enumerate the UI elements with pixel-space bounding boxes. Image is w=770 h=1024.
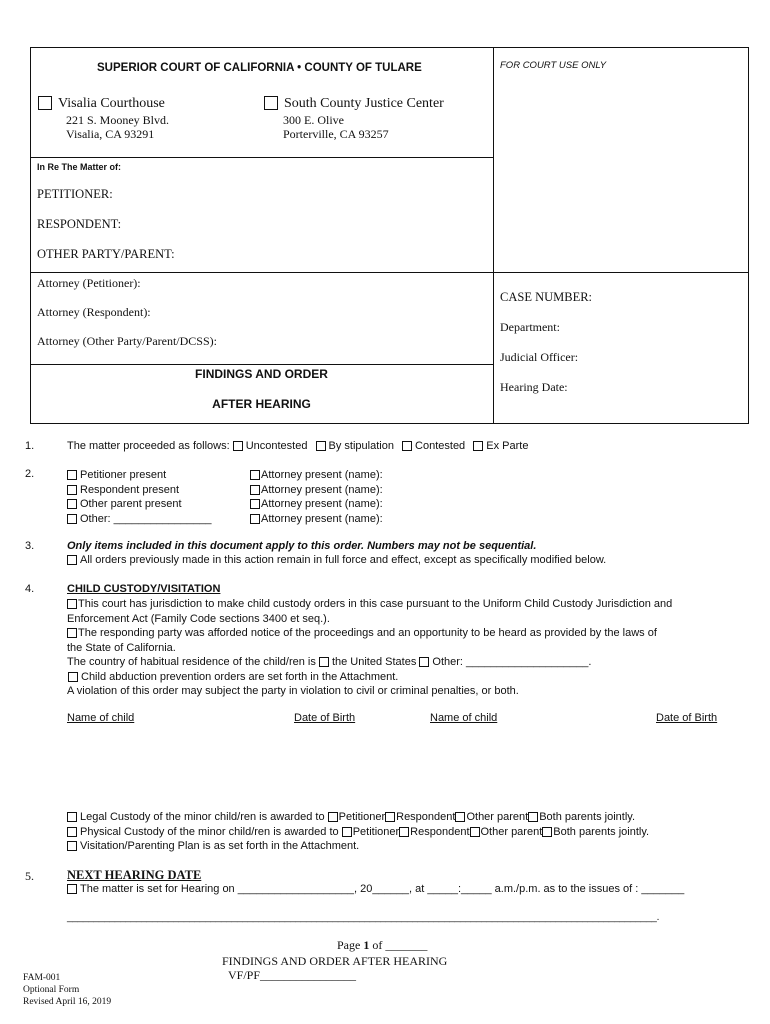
abduction-checkbox[interactable] [68, 672, 78, 682]
next-hearing-heading: NEXT HEARING DATE [67, 868, 202, 882]
item-1-number: 1. [25, 440, 35, 452]
attorney-other-label: Attorney (Other Party/Parent/DCSS): [37, 334, 217, 348]
attorney-present-checkbox[interactable] [250, 514, 260, 524]
visalia-option[interactable]: Visalia Courthouse [38, 96, 165, 112]
other-parent-present-checkbox[interactable] [67, 499, 77, 509]
form-title-line2: AFTER HEARING [212, 397, 311, 411]
item-3-heading: Only items included in this document apply to this order. Numbers may not be sequential. [67, 540, 537, 552]
judicial-officer-label: Judicial Officer: [500, 350, 579, 364]
petitioner-present-checkbox[interactable] [67, 470, 77, 480]
attorney-petitioner-label: Attorney (Petitioner): [37, 276, 141, 290]
item-4-number: 4. [25, 583, 35, 595]
column-name-of-child-1: Name of child [67, 712, 135, 724]
physical-petitioner-checkbox[interactable] [342, 827, 352, 837]
footer-vfpf: VF/PF________________ [228, 968, 357, 982]
custody-heading: CHILD CUSTODY/VISITATION [67, 583, 221, 595]
physical-custody-row: Physical Custody of the minor child/ren is awarded to Petitioner Respondent Other parent Both parents jointly. [67, 825, 649, 840]
other-party-label: OTHER PARTY/PARENT: [37, 247, 175, 261]
legal-both-parents-checkbox[interactable] [528, 812, 538, 822]
physical-other-parent-checkbox[interactable] [470, 827, 480, 837]
united-states-checkbox[interactable] [319, 657, 329, 667]
issues-line: _______________________________________________________________________________________________________________. [67, 912, 660, 923]
hearing-date-label: Hearing Date: [500, 380, 568, 394]
court-title: SUPERIOR COURT OF CALIFORNIA • COUNTY OF TULARE [97, 62, 422, 74]
form-id-block [23, 972, 111, 1008]
attorney-present-item: Attorney present (name): [250, 483, 383, 498]
attendance-item: Petitioner present [67, 468, 212, 483]
other-country-checkbox[interactable] [419, 657, 429, 667]
contested-checkbox[interactable] [402, 441, 412, 451]
item-2-number: 2. [25, 468, 35, 480]
ex-parte-checkbox[interactable] [473, 441, 483, 451]
attorney-respondent-label: Attorney (Respondent): [37, 305, 151, 319]
court-use-label: FOR COURT USE ONLY [500, 60, 607, 71]
next-hearing-row: The matter is set for Hearing on ___________________, 20______, at _____:_____ a.m./p.m. as to the issues of : _______ [67, 883, 684, 895]
custody-award-block [67, 810, 649, 854]
attorney-present-item: Attorney present (name): [250, 468, 383, 483]
legal-other-parent-checkbox[interactable] [455, 812, 465, 822]
attendance-left-list [67, 468, 212, 526]
revised-date: Revised April 16, 2019 [23, 997, 112, 1007]
attorney-present-checkbox[interactable] [250, 470, 260, 480]
attendance-item: Respondent present [67, 483, 212, 498]
optional-form: Optional Form [23, 985, 80, 995]
attorney-present-item: Attorney present (name): [250, 512, 383, 527]
visalia-checkbox[interactable] [38, 96, 52, 110]
column-name-of-child-2: Name of child [430, 712, 498, 724]
legal-petitioner-checkbox[interactable] [328, 812, 338, 822]
legal-custody-row: Legal Custody of the minor child/ren is awarded to Petitioner Respondent Other parent Both parents jointly. [67, 810, 649, 825]
south-county-checkbox[interactable] [264, 96, 278, 110]
respondent-label: RESPONDENT: [37, 217, 122, 231]
page-indicator: Page 1 of _______ [337, 938, 428, 952]
form-title-line1: FINDINGS AND ORDER [195, 367, 328, 381]
item-3-row: All orders previously made in this action remain in full force and effect, except as specifically modified below. [67, 554, 606, 566]
visalia-address: 221 S. Mooney Blvd. Visalia, CA 93291 [66, 113, 170, 141]
attendance-item: Other: ________________ [67, 512, 212, 527]
parenting-plan-row: Visitation/Parenting Plan is as set forth in the Attachment. [67, 839, 649, 854]
stipulation-checkbox[interactable] [316, 441, 326, 451]
next-hearing-checkbox[interactable] [67, 884, 77, 894]
in-re-label: In Re The Matter of: [37, 162, 122, 172]
other-present-checkbox[interactable] [67, 514, 77, 524]
physical-both-parents-checkbox[interactable] [542, 827, 552, 837]
petitioner-label: PETITIONER: [37, 187, 113, 201]
case-number-label: CASE NUMBER: [500, 290, 593, 304]
department-label: Department: [500, 320, 560, 334]
item-3-number: 3. [25, 540, 35, 552]
jurisdiction-checkbox[interactable] [67, 599, 77, 609]
south-county-option[interactable]: South County Justice Center [264, 96, 444, 112]
form-id: FAM-001 [23, 973, 61, 983]
legal-custody-checkbox[interactable] [67, 812, 77, 822]
legal-respondent-checkbox[interactable] [385, 812, 395, 822]
attendance-item: Other parent present [67, 497, 212, 512]
attorney-present-item: Attorney present (name): [250, 497, 383, 512]
prior-orders-checkbox[interactable] [67, 555, 77, 565]
physical-respondent-checkbox[interactable] [399, 827, 409, 837]
column-date-of-birth-1: Date of Birth [294, 712, 356, 724]
column-date-of-birth-2: Date of Birth [656, 712, 718, 724]
attorney-present-checkbox[interactable] [250, 485, 260, 495]
item-5-number: 5. [25, 869, 34, 883]
respondent-present-checkbox[interactable] [67, 485, 77, 495]
south-county-address: 300 E. Olive Porterville, CA 93257 [283, 113, 389, 141]
custody-block: This court has jurisdiction to make child custody orders in this case pursuant to the Uniform Child Custody Jurisdiction and Enforcement Act (Family Code sections 3400 et seq.). The responding party was afforded notice of the proceedings and an opportunity to be heard as provided by the laws of the State of California. The country of habitual residence of the child/ren is the United States Other: ____________________. Child abduction prevention orders are set forth in the Attachment. A violation of this order may subject the party in violation to civil or criminal penalties, or both. [67, 598, 673, 697]
parenting-plan-checkbox[interactable] [67, 841, 77, 851]
attendance-right-list [250, 468, 383, 526]
physical-custody-checkbox[interactable] [67, 827, 77, 837]
item-1-row: The matter proceeded as follows: Uncontested By stipulation Contested Ex Parte [67, 440, 529, 452]
item-1-text: The matter proceeded as follows: [67, 440, 230, 452]
footer-form-title: FINDINGS AND ORDER AFTER HEARING [222, 954, 448, 968]
notice-checkbox[interactable] [67, 628, 77, 638]
attorney-present-checkbox[interactable] [250, 499, 260, 509]
uncontested-checkbox[interactable] [233, 441, 243, 451]
